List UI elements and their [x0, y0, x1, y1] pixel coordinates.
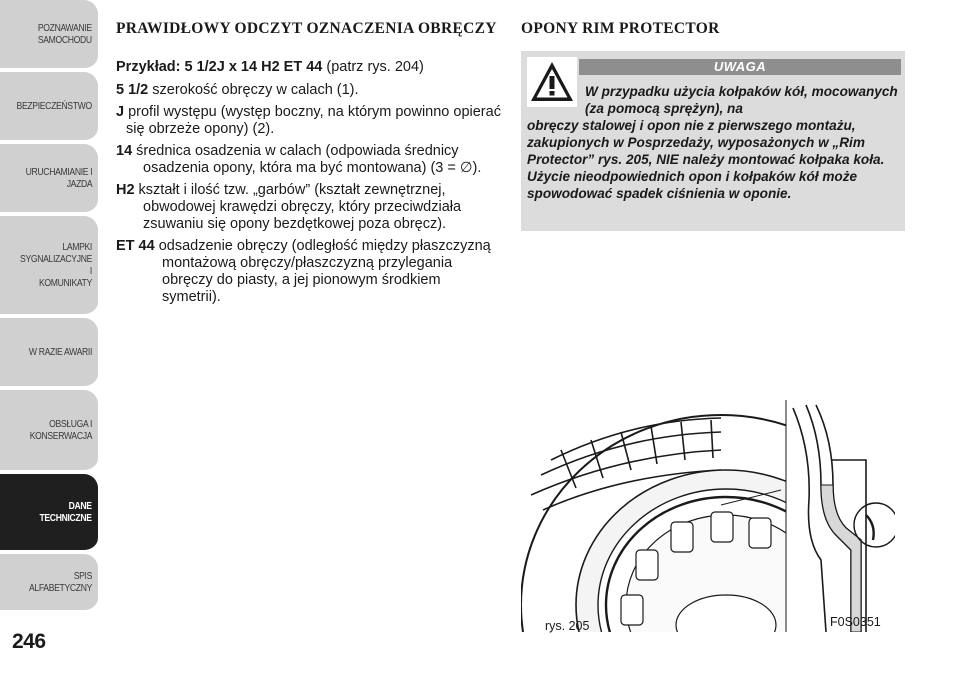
tab-dane-techniczne[interactable] — [0, 474, 98, 552]
example-line — [116, 59, 501, 76]
example-reference: (patrz rys. 204) — [322, 59, 424, 75]
term-text: kształt i ilość tzw. „garbów” (kształt zewnętrznej, obwodowej krawędzi obręczy, który przeciwdziała zsuwaniu się opony bezdętkowej poza obręcz). — [138, 182, 462, 232]
warning-box — [521, 51, 905, 231]
term-text: średnica osadzenia w calach (odpowiada średnicy osadzenia opony, która ma być montowana) (3 = ∅). — [136, 143, 482, 176]
tab-bezpieczenstwo[interactable] — [0, 72, 98, 142]
term-text: odsadzenie obręczy (odległość między płaszczyzną montażową obręczy/płaszczyzną przylegania obręczy do piasty, a jej pionowym środkiem symetrii). — [158, 238, 491, 305]
warning-body: obręczy stalowej i opon nie z pierwszego montażu, zakupionych w Posprzedaży, wyposażonych w „Rim Protector” rys. 205, NIE należy montować kołpaka koła. Użycie nieodpowiednich opon i kołpaków kół może spowodować spadek ciśnienia w oponie. — [527, 118, 885, 201]
term-key: J — [116, 104, 125, 120]
tab-obsluga-i-konserwacja[interactable] — [0, 390, 98, 472]
warning-text — [527, 83, 899, 202]
rim-protector-illustration — [521, 400, 895, 632]
term-key: 5 1/2 — [116, 82, 149, 98]
term-width — [116, 82, 501, 99]
term-text: szerokość obręczy w calach (1). — [152, 82, 359, 98]
tab-label: W RAZIE AWARII — [28, 346, 92, 358]
rim-protector-section — [521, 20, 906, 231]
tab-poznawanie-samochodu[interactable] — [0, 0, 98, 70]
warning-first-line: W przypadku użycia kołpaków kół, mocowanych (za pomocą sprężyn), na — [585, 84, 898, 116]
term-key: ET 44 — [116, 238, 155, 254]
term-key: 14 — [116, 143, 133, 159]
figure-caption: rys. 205 — [545, 619, 590, 633]
tab-label: BEZPIECZEŃSTWO — [16, 100, 92, 112]
tab-label: DANE TECHNICZNE — [39, 500, 92, 524]
tab-lampki-sygnalizacyjne[interactable] — [0, 216, 98, 316]
term-text: profil występu (występ boczny, na którym powinno opierać się obrzeże opony) (2). — [126, 104, 501, 137]
term-profile — [116, 104, 501, 138]
section-heading: OPONY RIM PROTECTOR — [521, 20, 720, 37]
tab-label: SPIS ALFABETYCZNY — [28, 570, 92, 594]
tab-label: LAMPKI SYGNALIZACYJNE I KOMUNIKATY — [20, 241, 93, 289]
section-heading: PRAWIDŁOWY ODCZYT OZNACZENIA OBRĘCZY — [116, 20, 497, 37]
figure-code: F0S0351 — [830, 615, 881, 629]
term-offset — [116, 238, 501, 306]
tab-label: POZNAWANIE SAMOCHODU — [38, 22, 92, 46]
term-diameter — [116, 143, 501, 177]
tab-uruchamianie-i-jazda[interactable] — [0, 144, 98, 214]
rim-marking-section — [116, 20, 501, 311]
tab-spis-alfabetyczny[interactable] — [0, 554, 98, 612]
tab-label: URUCHAMIANIE I JAZDA — [25, 166, 92, 190]
tab-label: OBSŁUGA I KONSERWACJA — [29, 418, 92, 442]
example-code: Przykład: 5 1/2J x 14 H2 ET 44 — [116, 59, 323, 75]
term-humps — [116, 182, 501, 233]
tab-w-razie-awarii[interactable] — [0, 318, 98, 388]
chapter-tabs — [0, 0, 100, 610]
warning-title: UWAGA — [579, 59, 901, 75]
term-key: H2 — [116, 182, 135, 198]
page-number: 246 — [12, 630, 46, 653]
